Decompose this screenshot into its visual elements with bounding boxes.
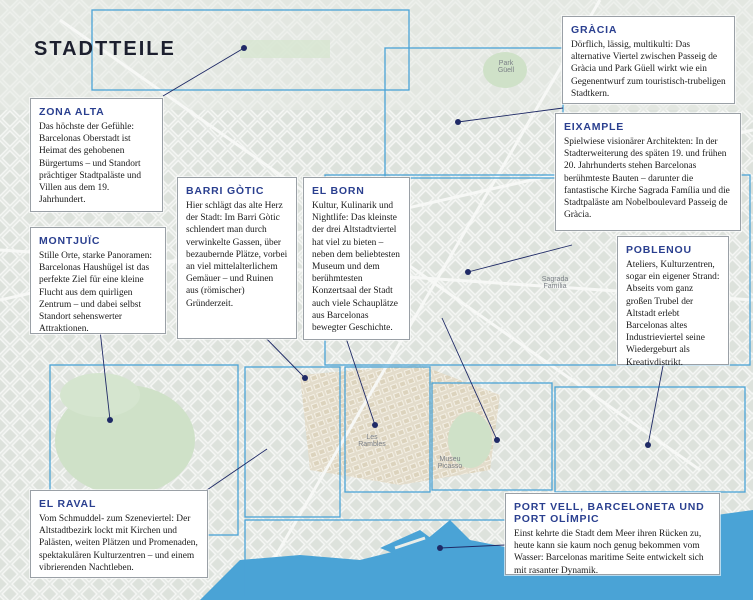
label-sagrada-familia: Sagrada Família bbox=[541, 276, 569, 290]
card-port-vell bbox=[505, 493, 720, 575]
card-barri-gotic bbox=[177, 177, 297, 339]
district-name: PORT VELL, BARCELONETA UND PORT OLÍMPIC bbox=[514, 501, 705, 525]
district-name: EL RAVAL bbox=[39, 498, 97, 510]
page-title: STADTTEILE bbox=[34, 38, 176, 60]
card-eixample bbox=[555, 113, 741, 231]
district-description: Ateliers, Kulturzentren, sogar ein eigener Strand: Abseits vom ganz großen Trubel der Altstadt erlebt Barcelonas altes Industrieviertel seine Wiedergeburt als Kreativdistrikt. bbox=[626, 260, 720, 368]
marker-zona-alta bbox=[241, 45, 247, 51]
district-description: Einst kehrte die Stadt dem Meer ihren Rücken zu, heute kann sie kaum noch genug bekommen vom Wasser: Barcelonas maritime Seite entwickelt sich mit rasanter Dynamik. bbox=[514, 529, 704, 576]
card-el-born bbox=[303, 177, 410, 340]
marker-montjuic bbox=[107, 417, 113, 423]
district-description: Dörflich, lässig, multikulti: Das alternative Viertel zwischen Passeig de Gràcia und Park Güell wirkt wie ein Gegenentwurf zum touristisch-trubeligen Stadtkern. bbox=[571, 40, 726, 99]
district-description: Kultur, Kulinarik und Nightlife: Das kleinste der drei Altstadtviertel hat viel zu bieten – neben dem beliebtesten Museum und dem berühmtesten Konzertsaal der Stadt auch viele Schauplätze aus Barcelonas bewegter Geschichte. bbox=[312, 201, 400, 334]
label-museu-picasso: Museu Picasso bbox=[437, 456, 463, 470]
district-name: ZONA ALTA bbox=[39, 106, 105, 118]
district-name: GRÀCIA bbox=[571, 24, 618, 36]
marker-el-born bbox=[494, 437, 500, 443]
district-description: Stille Orte, starke Panoramen: Barcelonas Haushügel ist das perfekte Ziel für eine kleine Flucht aus dem quirligen Zentrum – und dabei selbst Standort sehenswerter Attraktionen. bbox=[39, 251, 152, 335]
marker-poblenou bbox=[645, 442, 651, 448]
district-name: POBLENOU bbox=[626, 244, 692, 256]
card-montjuic bbox=[30, 227, 166, 334]
district-description: Das höchste der Gefühle: Barcelonas Oberstadt ist Heimat des gehobenen Bürgertums – und Standort prächtiger Stadtpaläste und Villen aus dem 19. Jahrhundert. bbox=[39, 122, 142, 206]
card-gracia bbox=[562, 16, 735, 104]
card-el-raval bbox=[30, 490, 208, 578]
label-park-guell: Park Güell bbox=[497, 60, 515, 74]
label-les-rambles: Les Rambles bbox=[358, 434, 386, 448]
marker-gracia bbox=[455, 119, 461, 125]
marker-barri-gotic bbox=[372, 422, 378, 428]
district-description: Spielwiese visionärer Architekten: In der Stadterweiterung des späten 19. und frühen 20. Jahrhunderts stehen Barcelonas berühmteste Bauten – darunter die fantastische Kirche Sagrada Família und die Stadtpaläste am Nobelboulevard Passeig de Gràcia. bbox=[564, 137, 730, 221]
district-description: Hier schlägt das alte Herz der Stadt: Im Barri Gòtic schlendert man durch verwinkelte Gassen, über bezaubernde Plätze, vorbei an viel mittelalterlichem Gemäuer – und Ruinen aus (römischer) Gründerzeit. bbox=[186, 201, 288, 309]
district-description: Vom Schmuddel- zum Szeneviertel: Der Altstadtbezirk lockt mit Kirchen und Palästen, weiten Plätzen und Promenaden, spektakulären Kulturzentren – und einem vibrierenden Nachtleben. bbox=[39, 514, 198, 573]
district-name: EIXAMPLE bbox=[564, 121, 625, 133]
card-poblenou bbox=[617, 236, 729, 368]
district-name: BARRI GÒTIC bbox=[186, 185, 265, 197]
marker-port-vell bbox=[437, 545, 443, 551]
card-zona-alta bbox=[30, 98, 163, 212]
district-name: MONTJUÏC bbox=[39, 235, 101, 247]
district-name: EL BORN bbox=[312, 185, 365, 197]
marker-el-raval bbox=[302, 375, 308, 381]
marker-eixample bbox=[465, 269, 471, 275]
